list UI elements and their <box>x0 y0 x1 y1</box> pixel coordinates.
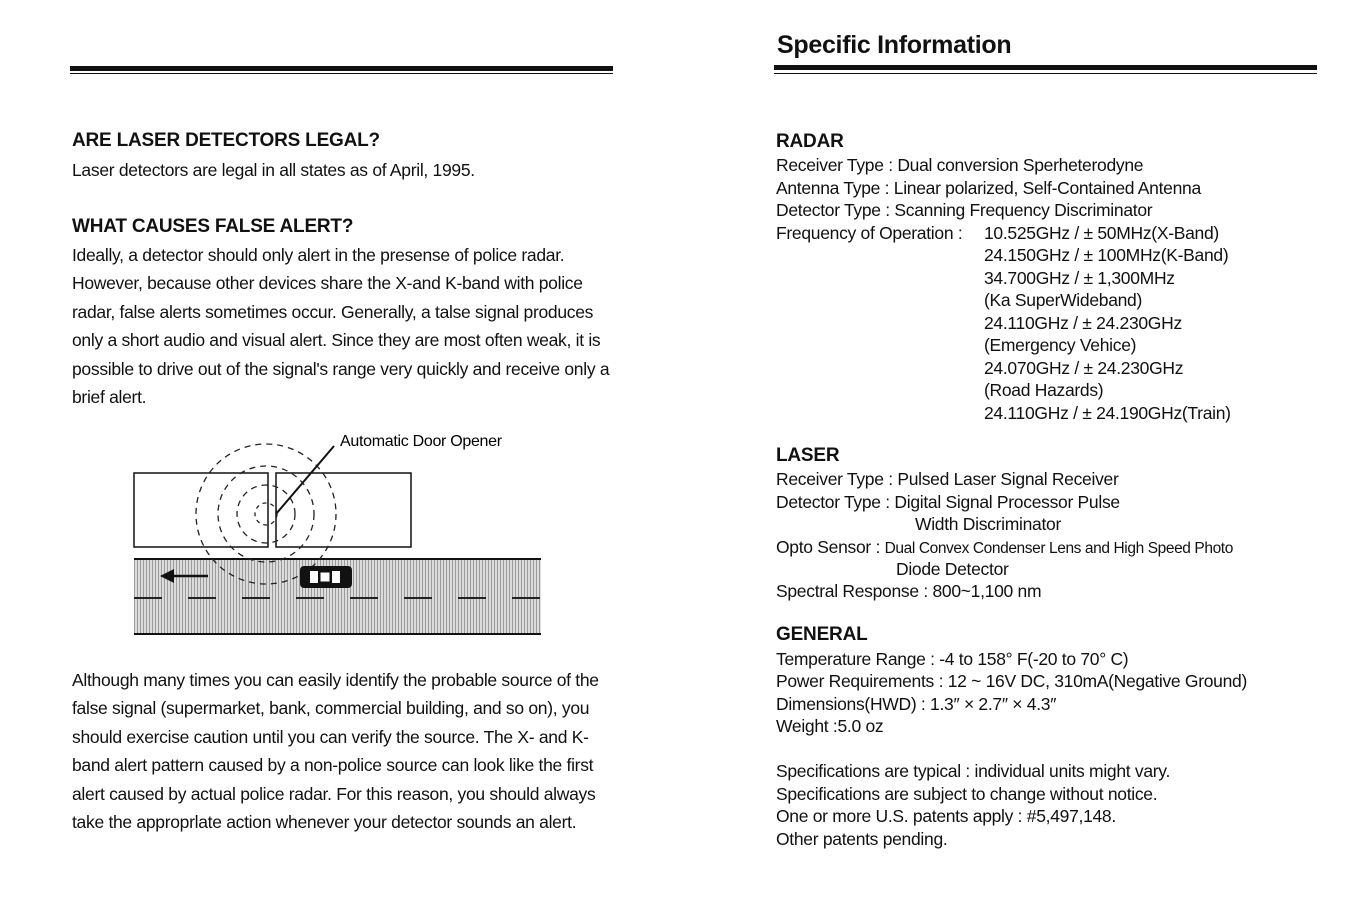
radar-frequency-1: 24.150GHz / ± 100MHz(K-Band) <box>984 245 1229 265</box>
page-title: Specific Information <box>777 31 1012 59</box>
radar-frequency-2: 34.700GHz / ± 1,300MHz <box>984 268 1175 288</box>
signal-ring-inner <box>237 485 295 543</box>
radar-frequency-5: (Emergency Vehice) <box>984 335 1137 355</box>
header-rule-thick <box>70 66 613 71</box>
radar-frequency-7: (Road Hazards) <box>984 380 1104 400</box>
laser-opto-sensor <box>776 537 1233 559</box>
note-2: One or more U.S. patents apply : #5,497,148. <box>776 806 1116 826</box>
car-window-front <box>310 571 318 583</box>
general-power: Power Requirements : 12 ~ 16V DC, 310mA(Negative Ground) <box>776 671 1248 691</box>
general-dimensions: Dimensions(HWD) : 1.3″ × 2.7″ × 4.3″ <box>776 694 1057 714</box>
section-heading-legal: ARE LASER DETECTORS LEGAL? <box>72 130 380 151</box>
radar-detector-type: Detector Type : Scanning Frequency Discriminator <box>776 200 1153 220</box>
car-window-rear <box>332 571 340 583</box>
laser-detector-type: Detector Type : Digital Signal Processor Pulse <box>776 492 1120 512</box>
closing-paragraph: Although many times you can easily identify the probable source of the false signal (supermarket, bank, commercial building, and so on), you should exercise caution until you can verify the source. The X- and K-band alert pattern caused by a non-police source can look like the first alert caused by actual police radar. For this reason, you should always take the approprlate action whenever your detector sounds an alert. <box>72 670 599 833</box>
label-pointer-line <box>276 446 334 514</box>
laser-spectral-response: Spectral Response : 800~1,100 nm <box>776 581 1042 601</box>
radar-antenna-type: Antenna Type : Linear polarized, Self-Contained Antenna <box>776 178 1201 198</box>
radar-receiver-type: Receiver Type : Dual conversion Sperheterodyne <box>776 155 1144 175</box>
title-rule-thin <box>774 73 1317 74</box>
radar-heading: RADAR <box>776 131 844 152</box>
laser-detector-type-cont: Width Discriminator <box>915 514 1061 534</box>
radar-frequency-label: Frequency of Operation : <box>776 223 963 243</box>
car-roof <box>320 572 330 582</box>
title-rule-thick <box>774 65 1317 70</box>
radar-frequency-6: 24.070GHz / ± 24.230GHz <box>984 358 1184 378</box>
section-heading-false-alert: WHAT CAUSES FALSE ALERT? <box>72 216 354 237</box>
door-opener-diagram <box>128 428 548 640</box>
building-right <box>276 473 411 547</box>
diagram-svg <box>128 428 548 640</box>
diagram-label-door-opener: Automatic Door Opener <box>340 433 502 450</box>
right-page <box>683 0 1366 910</box>
section-body-legal: Laser detectors are legal in all states as of April, 1995. <box>72 160 475 180</box>
note-3: Other patents pending. <box>776 829 948 849</box>
laser-opto-label: Opto Sensor : <box>776 537 885 557</box>
signal-ring-core <box>255 503 277 525</box>
radar-frequency-8: 24.110GHz / ± 24.190GHz(Train) <box>984 403 1231 423</box>
laser-receiver-type: Receiver Type : Pulsed Laser Signal Receiver <box>776 469 1119 489</box>
header-rule-thin <box>70 73 613 74</box>
laser-opto-cont: Diode Detector <box>896 559 1009 579</box>
radar-frequency-4: 24.110GHz / ± 24.230GHz <box>984 313 1182 333</box>
building-left <box>134 473 268 547</box>
note-0: Specifications are typical : individual units might vary. <box>776 761 1171 781</box>
general-heading: GENERAL <box>776 624 868 645</box>
general-weight: Weight :5.0 oz <box>776 716 884 736</box>
laser-opto-value: Dual Convex Condenser Lens and High Speed Photo <box>884 540 1233 557</box>
section-body-false-alert: Ideally, a detector should only alert in the presense of police radar. However, because other devices share the X-and K-band with police radar, false alerts sometimes occur. Generally, a talse signal produces only a short audio and visual alert. Since they are most often weak, it is possible to drive out of the signal's range very quickly and receive only a brief alert. <box>72 245 610 408</box>
general-temperature: Temperature Range : -4 to 158° F(-20 to 70° C) <box>776 649 1129 669</box>
note-1: Specifications are subject to change without notice. <box>776 784 1158 804</box>
radar-frequency-3: (Ka SuperWideband) <box>984 290 1143 310</box>
radar-frequency-0: 10.525GHz / ± 50MHz(X-Band) <box>984 223 1219 243</box>
laser-heading: LASER <box>776 445 840 466</box>
